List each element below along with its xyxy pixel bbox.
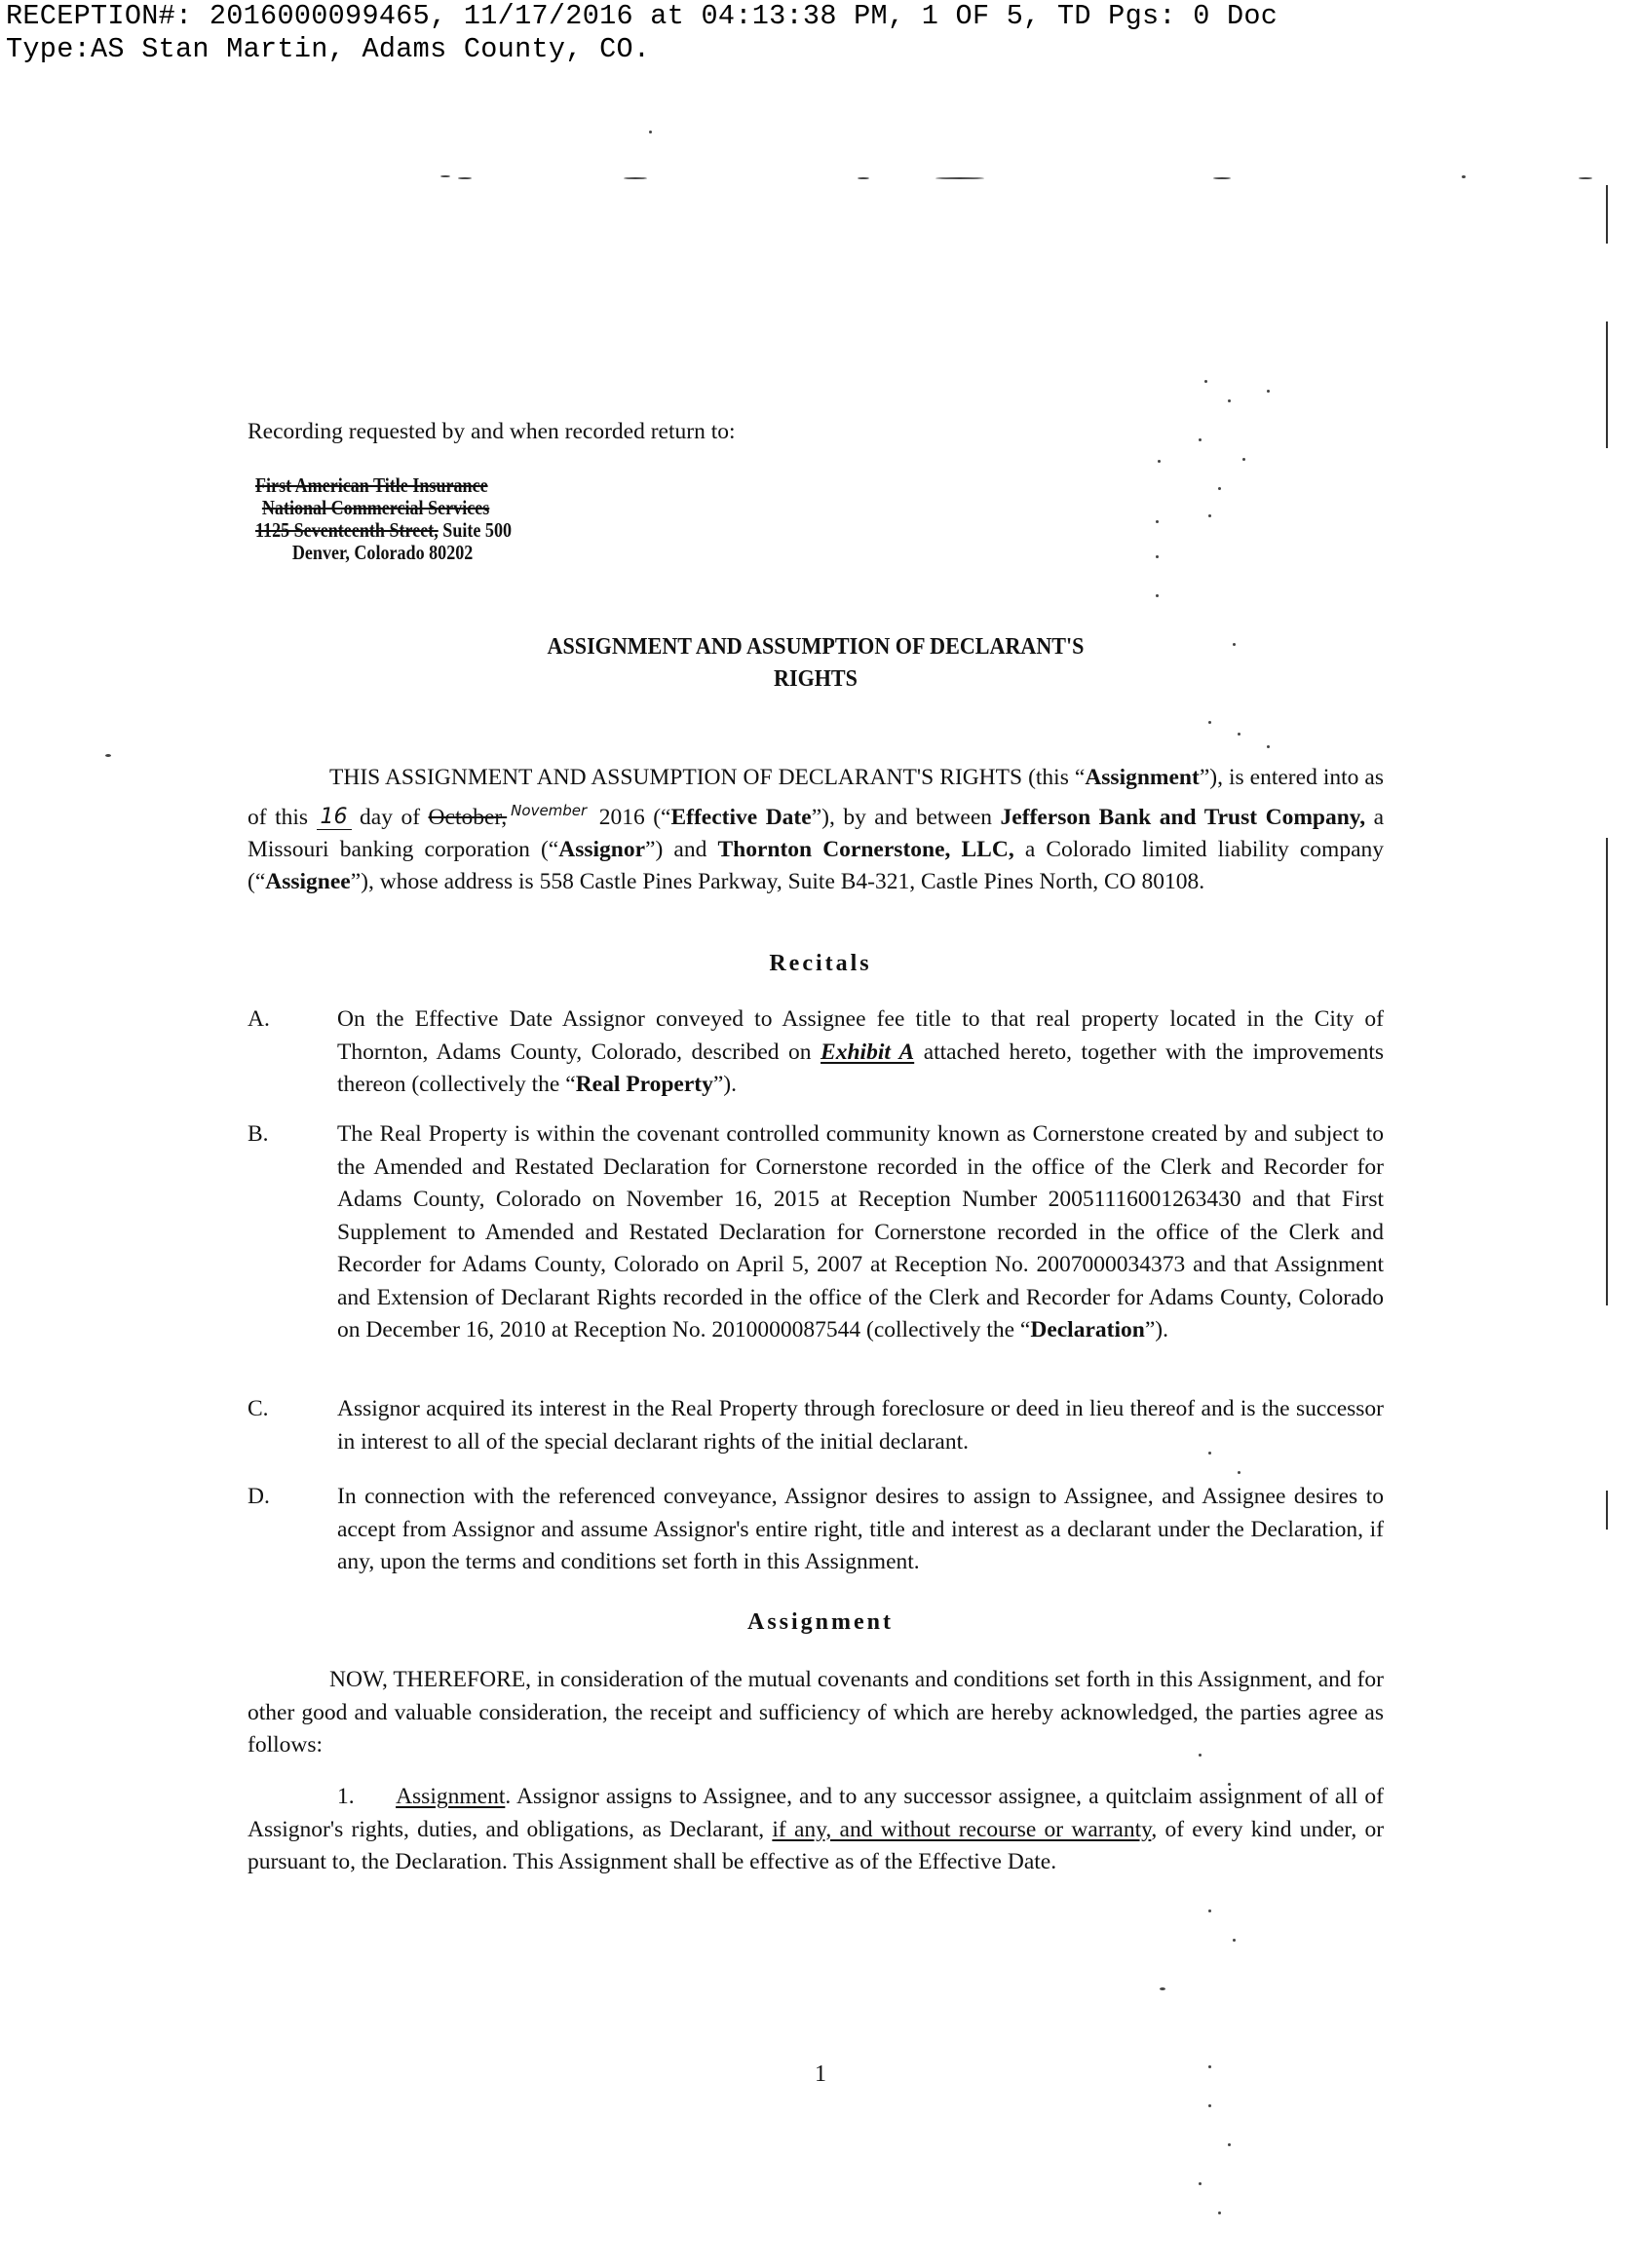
recital-a-letter: A. [248,1006,270,1032]
now-therefore-paragraph: NOW, THEREFORE, in consideration of the mutual covenants and conditions set forth in this Assignment, and for other good and valuable consideration, the receipt and sufficiency of which are hereby acknowledged, the parties agree as follows: [248,1667,1384,1758]
term-assignor: Assignor [558,836,646,862]
clause-1-text-1: . Assignor assigns to Assignee, and to any successor assignee, a quitclaim assignment of all of Assignor's rights, duties, and obligations, as Declarant, [248,1784,1385,1842]
return-company: First American Title Insurance [255,473,488,497]
recital-b [248,1118,1384,1347]
recital-a [248,1003,1384,1102]
recital-c-text: Assignor acquired its interest in the Real Property through foreclosure or deed in lieu thereof and is the successor in interest to all of the special declarant rights of the initial declarant. [337,1396,1384,1455]
term-effective-date: Effective Date [670,804,812,830]
recital-b-letter: B. [248,1121,269,1147]
recital-c [248,1393,1384,1458]
intro-text-5: ”), by and between [811,804,993,830]
intro-text-7: ”) and [645,836,707,862]
recording-stamp [6,0,1623,66]
recording-stamp-line2: Type:AS Stan Martin, Adams County, CO. [6,33,651,65]
handwritten-day: 16 [317,805,352,830]
recital-b-text-1: The Real Property is within the covenant controlled community known as Cornerstone created by and subject to the Amended and Restated Declaration for Cornerstone recorded in the office of the Clerk and Recorder for Adams County, Colorado on November 16, 2015 at Reception Number 20051116001263430 and that First Supplement to Amended and Restated Declaration for Cornerstone recorded in the office of the Clerk and Recorder for Adams County, Colorado on April 5, 2007 at Reception No. 2007000034373 and that Assignment and Extension of Declarant Rights recorded in the office of the Clerk and Recorder for Adams County, Colorado on December 16, 2010 at Reception No. 2010000087544 (collectively the “ [337,1121,1384,1342]
recital-b-text [337,1118,1384,1347]
term-assignment: Assignment [1085,765,1200,790]
return-street-line [255,519,512,542]
recital-d-text: In connection with the referenced conveyance, Assignor desires to assign to Assignee, and Assignee desires to accept from Assignor and assume Assignor's entire right, title and interest as a declarant under the Declaration, if any, upon the terms and conditions set forth in this Assignment. [337,1484,1384,1574]
assignment-clause-1 [248,1781,1384,1879]
clause-1-title: Assignment [396,1784,506,1809]
document-title-line2: RIGHTS [774,666,858,692]
recital-c-letter: C. [248,1396,269,1421]
recording-stamp-line1: RECEPTION#: 2016000099465, 11/17/2016 at 04:13:38 PM, 1 OF 5, TD Pgs: 0 Doc [6,0,1278,32]
document-title [343,631,1288,696]
assignee-name: Thornton Cornerstone, LLC, [717,836,1014,862]
assignor-name: Jefferson Bank and Trust Company, [1000,804,1366,830]
intro-text-8: a Colorado limited liability company (“ [248,836,1385,895]
return-division: National Commercial Services [261,496,490,519]
intro-text-6: a Missouri banking corporation (“ [248,804,1385,862]
clause-1-no-recourse: if any, and without recourse or warranty [772,1816,1152,1842]
recital-d [248,1481,1384,1579]
intro-text-4: 2016 (“ [598,804,671,830]
return-street: 1125 Seventeenth Street, [255,518,439,542]
recital-a-text-3: ”). [712,1072,738,1097]
intro-text-9: ”), whose address is 558 Castle Pines Parkway, Suite B4-321, Castle Pines North, CO 80108. [350,869,1205,895]
recitals-heading: Recitals [769,951,872,976]
return-to-label: Recording requested by and when recorded return to: [248,419,736,444]
intro-text-2: ”), is entered into as of this [248,765,1384,830]
recital-b-text-2: ”). [1144,1317,1168,1342]
exhibit-a-reference: Exhibit A [820,1039,915,1065]
term-assignee: Assignee [265,869,351,895]
intro-paragraph [248,762,1384,899]
intro-text-3: day of [360,804,421,830]
intro-text-1: THIS ASSIGNMENT AND ASSUMPTION OF DECLARANT'S RIGHTS (this “ [329,765,1086,790]
page-number: 1 [815,2061,826,2087]
return-city: Denver, Colorado 80202 [291,541,474,564]
return-suite: Suite 500 [442,518,513,542]
document-title-line1: ASSIGNMENT AND ASSUMPTION OF DECLARANT'S [547,634,1085,660]
term-declaration: Declaration [1030,1317,1145,1342]
return-address [255,474,512,564]
assignment-heading: Assignment [746,1609,894,1635]
recital-d-letter: D. [248,1484,270,1509]
clause-1-text-2: , of every kind under, or pursuant to, the Declaration. This Assignment shall be effective as of the Effective Date. [248,1816,1385,1874]
recital-a-text-1: On the Effective Date Assignor conveyed to Assignee fee title to that real property located in the City of Thornton, Adams County, Colorado, described on [337,1006,1384,1065]
struck-month: October, [428,804,508,830]
term-real-property: Real Property [575,1072,713,1097]
recital-a-text-2: attached hereto, together with the improvements thereon (collectively the “ [337,1039,1384,1097]
recital-a-text [337,1003,1384,1102]
handwritten-month: November [511,801,588,819]
clause-1-number: 1. [337,1784,355,1809]
